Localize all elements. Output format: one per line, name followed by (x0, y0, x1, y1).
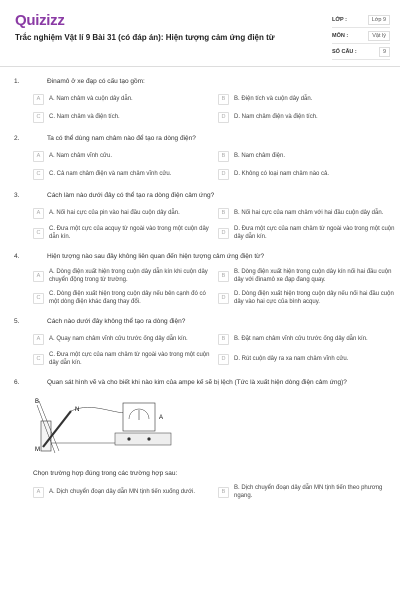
question-text: Cách làm nào dưới đây có thể tạo ra dòng điện cảm ứng? (47, 192, 215, 199)
meta-label: MÔN : (332, 32, 349, 39)
worksheet-header (0, 0, 400, 66)
option-a[interactable] (33, 484, 213, 500)
option-c[interactable] (33, 351, 213, 367)
question-6 (0, 379, 400, 500)
option-b[interactable] (218, 207, 398, 219)
option-text: A. Nam châm và cuộn dây dẫn. (49, 96, 133, 102)
question-1 (0, 78, 400, 123)
option-letter-box: B (218, 151, 229, 162)
option-c[interactable] (33, 168, 213, 180)
option-text: A. Dịch chuyển đoạn dây dẫn MN tịnh tiến xuống dưới. (49, 489, 196, 495)
option-d[interactable] (218, 225, 398, 241)
question-3 (0, 192, 400, 241)
option-text: D. Dòng điện xuất hiện trong cuộn dây nếu nối hai đầu cuộn dây vào hai cực của bình acquy. (234, 291, 394, 305)
meta-label: LỚP : (332, 16, 347, 23)
option-letter-box: A (33, 334, 44, 345)
option-text: C. Dòng điện xuất hiện trong cuộn dây nếu bên cạnh đó có một dòng điện khác đang thay đổi. (49, 291, 206, 305)
option-text: A. Quay nam châm vĩnh cửu trước ống dây dẫn kín. (49, 336, 188, 342)
meta-label: SỐ CÂU : (332, 48, 357, 55)
option-c[interactable] (33, 225, 213, 241)
question-text: Đinamô ở xe đạp có cấu tạo gồm: (47, 78, 145, 85)
option-b[interactable] (218, 333, 398, 345)
meta-row-count (332, 44, 390, 60)
option-d[interactable] (218, 290, 398, 306)
option-text: C. Đưa một cực của acquy từ ngoài vào trong một cuộn dây dẫn kín. (49, 226, 209, 240)
option-text: B. Dịch chuyển đoạn dây dẫn MN tịnh tiến theo phương ngang. (234, 485, 383, 499)
question-2 (0, 135, 400, 180)
induction-apparatus-figure (33, 393, 203, 457)
question-text: Quan sát hình vẽ và cho biết khi nào kim của ampe kế sẽ bị lệch (Tức là xuất hiện dòng điện cảm ứng)? (47, 379, 347, 386)
option-letter-box: B (218, 271, 229, 282)
question-5 (0, 318, 400, 367)
question-number: 5. (14, 318, 20, 325)
base-board (115, 433, 171, 445)
option-a[interactable] (33, 93, 213, 105)
option-d[interactable] (218, 351, 398, 367)
meta-value: Lớp 9 (368, 15, 390, 25)
option-text: D. Đưa một cực của nam châm từ ngoài vào trong một cuộn dây dẫn kín. (234, 226, 395, 240)
label-a: A (159, 415, 164, 421)
question-number: 1. (14, 78, 20, 85)
meta-value: Vật lý (368, 31, 390, 41)
option-text: C. Nam châm và điện tích. (49, 114, 120, 120)
option-letter-box: B (218, 208, 229, 219)
option-letter-box: A (33, 487, 44, 498)
worksheet-title: Trắc nghiệm Vật lí 9 Bài 31 (có đáp án): Hiện tượng cảm ứng điện từ (15, 33, 275, 42)
question-4 (0, 253, 400, 306)
option-text: C. Đưa một cực của nam châm từ ngoài vào trong một cuộn dây dẫn kín. (49, 352, 210, 366)
option-text: A. Nối hai cực của pin vào hai đầu cuộn dây dẫn. (49, 210, 180, 216)
option-text: B. Nối hai cực của nam châm với hai đầu cuộn dây dẫn. (234, 210, 384, 216)
option-a[interactable] (33, 207, 213, 219)
option-letter-box: B (218, 334, 229, 345)
option-letter-box: C (33, 169, 44, 180)
option-letter-box: C (33, 112, 44, 123)
terminal (127, 437, 130, 440)
option-d[interactable] (218, 111, 398, 123)
meta-value: 9 (379, 47, 390, 57)
option-letter-box: D (218, 293, 229, 304)
option-letter-box: A (33, 208, 44, 219)
question-number: 6. (14, 379, 20, 386)
ammeter (123, 403, 155, 431)
option-text: B. Điện tích và cuộn dây dẫn. (234, 96, 313, 102)
option-letter-box: C (33, 293, 44, 304)
label-n: N (75, 407, 80, 413)
question-list (0, 78, 400, 512)
option-a[interactable] (33, 268, 213, 284)
header-divider (0, 66, 400, 67)
option-b[interactable] (218, 150, 398, 162)
option-letter-box: A (33, 271, 44, 282)
question-text: Ta có thể dùng nam châm nào để tạo ra dòng điện? (47, 135, 196, 142)
option-text: D. Rút cuộn dây ra xa nam châm vĩnh cửu. (234, 356, 349, 362)
question-text: Hiện tượng nào sau đây không liên quan đến hiện tượng cảm ứng điện từ? (47, 253, 265, 260)
label-b: B (35, 399, 40, 405)
label-m: M (35, 447, 40, 453)
option-b[interactable] (218, 93, 398, 105)
option-letter-box: C (33, 354, 44, 365)
option-letter-box: D (218, 112, 229, 123)
option-a[interactable] (33, 333, 213, 345)
option-text: B. Dòng điện xuất hiện trong cuộn dây kín nối hai đầu cuộn dây với đinamô xe đạp đang quay. (234, 269, 392, 283)
meta-panel (332, 12, 390, 60)
option-text: A. Dòng điện xuất hiện trong cuộn dây dẫn kín khi cuộn dây chuyển động trong từ trường. (49, 269, 208, 283)
option-letter-box: A (33, 151, 44, 162)
option-d[interactable] (218, 168, 398, 180)
option-text: B. Đặt nam châm vĩnh cửu trước ống dây dẫn kín. (234, 336, 368, 342)
quizizz-logo: Quizizz (15, 12, 65, 29)
option-text: C. Cả nam châm điện và nam châm vĩnh cửu. (49, 171, 172, 177)
option-text: B. Nam châm điện. (234, 153, 286, 159)
question-text: Cách nào dưới đây không thể tạo ra dòng điện? (47, 318, 186, 325)
question-number: 2. (14, 135, 20, 142)
magnet (37, 401, 59, 453)
question-subtext: Chọn trường hợp đúng trong các trường hợp sau: (33, 470, 178, 477)
terminal (147, 437, 150, 440)
option-text: D. Không có loại nam châm nào cả. (234, 171, 330, 177)
meta-row-class (332, 12, 390, 28)
option-letter-box: D (218, 354, 229, 365)
option-letter-box: C (33, 228, 44, 239)
option-letter-box: D (218, 228, 229, 239)
option-text: D. Nam châm điện và điện tích. (234, 114, 318, 120)
option-b[interactable] (218, 484, 398, 500)
option-letter-box: A (33, 94, 44, 105)
option-a[interactable] (33, 150, 213, 162)
meta-row-subject (332, 28, 390, 44)
question-number: 3. (14, 192, 20, 199)
option-c[interactable] (33, 290, 213, 306)
option-b[interactable] (218, 268, 398, 284)
option-letter-box: B (218, 487, 229, 498)
question-number: 4. (14, 253, 20, 260)
option-c[interactable] (33, 111, 213, 123)
option-letter-box: D (218, 169, 229, 180)
option-letter-box: B (218, 94, 229, 105)
option-text: A. Nam châm vĩnh cửu. (49, 153, 113, 159)
